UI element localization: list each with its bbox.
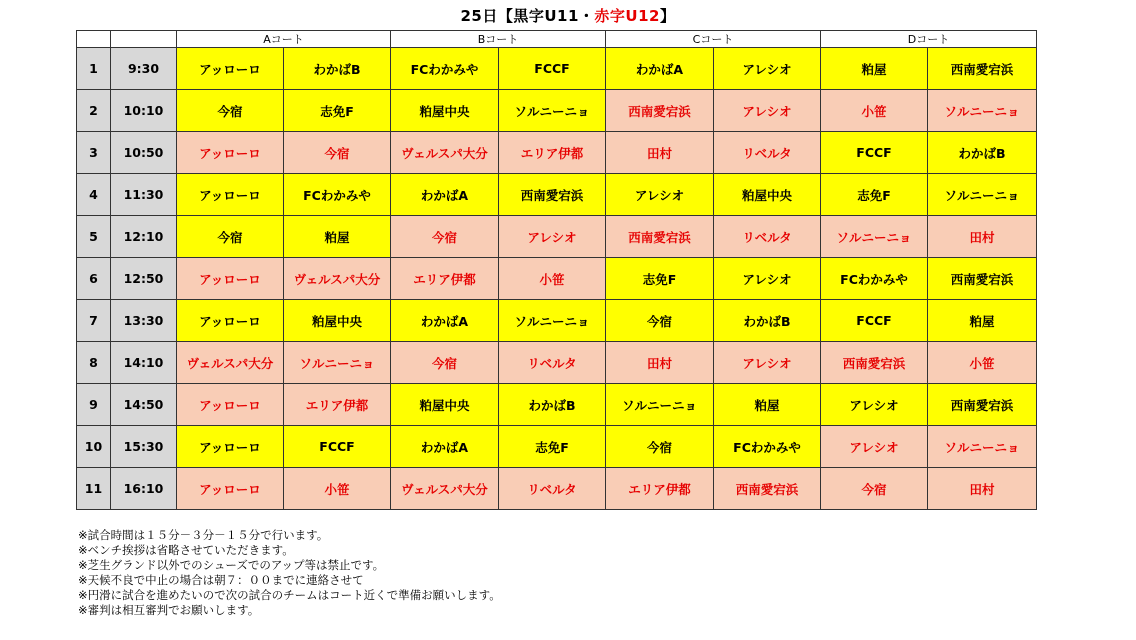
- row-time: 16:10: [111, 468, 177, 510]
- team-cell: FCわかみや: [821, 258, 928, 300]
- note-line: ※円滑に試合を進めたいので次の試合のチームはコート近くで準備お願いします。: [78, 588, 501, 602]
- title-suffix: 】: [659, 7, 676, 25]
- team-cell: アレシオ: [714, 342, 821, 384]
- team-cell: FCCF: [821, 132, 928, 174]
- title-prefix: 25日【黒字U11・: [460, 7, 595, 25]
- court-header-d: Dコート: [821, 31, 1037, 48]
- team-cell: ヴェルスパ大分: [391, 132, 499, 174]
- row-number: 3: [77, 132, 111, 174]
- team-cell: アッローロ: [177, 132, 284, 174]
- row-number: 1: [77, 48, 111, 90]
- table-row: [77, 384, 1037, 426]
- table-row: [77, 342, 1037, 384]
- team-cell: アッローロ: [177, 258, 284, 300]
- team-cell: 粕屋中央: [284, 300, 391, 342]
- team-cell: わかばA: [391, 300, 499, 342]
- team-cell: アレシオ: [821, 426, 928, 468]
- team-cell: 今宿: [391, 342, 499, 384]
- team-cell: 西南愛宕浜: [714, 468, 821, 510]
- table-row: [77, 300, 1037, 342]
- team-cell: 西南愛宕浜: [928, 48, 1037, 90]
- row-time: 12:10: [111, 216, 177, 258]
- team-cell: 西南愛宕浜: [499, 174, 606, 216]
- team-cell: 田村: [606, 132, 714, 174]
- schedule-table: [76, 30, 1037, 510]
- team-cell: 今宿: [821, 468, 928, 510]
- row-number: 11: [77, 468, 111, 510]
- team-cell: リベルタ: [499, 342, 606, 384]
- team-cell: 粕屋中央: [714, 174, 821, 216]
- team-cell: 田村: [928, 216, 1037, 258]
- team-cell: ヴェルスパ大分: [177, 342, 284, 384]
- team-cell: わかばB: [714, 300, 821, 342]
- row-number: 10: [77, 426, 111, 468]
- team-cell: ソルニーニョ: [928, 426, 1037, 468]
- team-cell: 西南愛宕浜: [928, 384, 1037, 426]
- team-cell: アレシオ: [499, 216, 606, 258]
- team-cell: FCわかみや: [714, 426, 821, 468]
- team-cell: わかばA: [391, 426, 499, 468]
- team-cell: 志免F: [821, 174, 928, 216]
- team-cell: 西南愛宕浜: [821, 342, 928, 384]
- row-time: 10:10: [111, 90, 177, 132]
- table-row: [77, 216, 1037, 258]
- team-cell: 粕屋中央: [391, 384, 499, 426]
- court-header-b: Bコート: [391, 31, 606, 48]
- team-cell: 今宿: [606, 426, 714, 468]
- team-cell: わかばA: [391, 174, 499, 216]
- row-number: 5: [77, 216, 111, 258]
- team-cell: FCわかみや: [391, 48, 499, 90]
- team-cell: 粕屋: [821, 48, 928, 90]
- team-cell: 田村: [928, 468, 1037, 510]
- table-row: [77, 468, 1037, 510]
- team-cell: FCわかみや: [284, 174, 391, 216]
- note-line: ※審判は相互審判でお願いします。: [78, 603, 260, 617]
- row-number: 2: [77, 90, 111, 132]
- team-cell: FCCF: [821, 300, 928, 342]
- row-time: 14:50: [111, 384, 177, 426]
- note-line: ※天候不良で中止の場合は朝７：００までに連絡させて: [78, 573, 364, 587]
- team-cell: リベルタ: [714, 132, 821, 174]
- row-number: 4: [77, 174, 111, 216]
- table-row: [77, 174, 1037, 216]
- court-header-a: Aコート: [177, 31, 391, 48]
- row-time: 10:50: [111, 132, 177, 174]
- team-cell: 粕屋: [284, 216, 391, 258]
- team-cell: ヴェルスパ大分: [391, 468, 499, 510]
- team-cell: ソルニーニョ: [499, 90, 606, 132]
- team-cell: 小笹: [821, 90, 928, 132]
- team-cell: エリア伊都: [499, 132, 606, 174]
- team-cell: 小笹: [928, 342, 1037, 384]
- table-row: [77, 258, 1037, 300]
- note-line: ※ベンチ挨拶は省略させていただきます。: [78, 543, 294, 557]
- team-cell: 粕屋中央: [391, 90, 499, 132]
- team-cell: 今宿: [391, 216, 499, 258]
- table-row: [77, 48, 1037, 90]
- team-cell: アッローロ: [177, 300, 284, 342]
- team-cell: 志免F: [284, 90, 391, 132]
- row-number: 9: [77, 384, 111, 426]
- team-cell: エリア伊都: [391, 258, 499, 300]
- team-cell: 今宿: [284, 132, 391, 174]
- row-time: 15:30: [111, 426, 177, 468]
- team-cell: アレシオ: [714, 258, 821, 300]
- team-cell: ソルニーニョ: [284, 342, 391, 384]
- row-time: 9:30: [111, 48, 177, 90]
- notes: [78, 528, 501, 618]
- team-cell: アッローロ: [177, 48, 284, 90]
- team-cell: わかばB: [284, 48, 391, 90]
- header-row: [77, 31, 1037, 48]
- team-cell: アッローロ: [177, 426, 284, 468]
- team-cell: 今宿: [177, 90, 284, 132]
- table-row: [77, 426, 1037, 468]
- team-cell: アレシオ: [714, 90, 821, 132]
- team-cell: リベルタ: [499, 468, 606, 510]
- court-header-c: Cコート: [606, 31, 821, 48]
- row-time: 14:10: [111, 342, 177, 384]
- team-cell: わかばB: [499, 384, 606, 426]
- row-time: 11:30: [111, 174, 177, 216]
- team-cell: ソルニーニョ: [821, 216, 928, 258]
- team-cell: アッローロ: [177, 468, 284, 510]
- team-cell: ソルニーニョ: [606, 384, 714, 426]
- team-cell: ヴェルスパ大分: [284, 258, 391, 300]
- title-red: 赤字U12: [594, 7, 660, 25]
- team-cell: ソルニーニョ: [928, 174, 1037, 216]
- team-cell: ソルニーニョ: [928, 90, 1037, 132]
- note-line: ※芝生グランド以外でのシューズでのアップ等は禁止です。: [78, 558, 385, 572]
- team-cell: わかばA: [606, 48, 714, 90]
- team-cell: 西南愛宕浜: [928, 258, 1037, 300]
- team-cell: アレシオ: [714, 48, 821, 90]
- team-cell: 今宿: [177, 216, 284, 258]
- team-cell: 粕屋: [928, 300, 1037, 342]
- team-cell: アッローロ: [177, 174, 284, 216]
- team-cell: FCCF: [284, 426, 391, 468]
- team-cell: リベルタ: [714, 216, 821, 258]
- team-cell: 粕屋: [714, 384, 821, 426]
- row-number: 8: [77, 342, 111, 384]
- team-cell: エリア伊都: [284, 384, 391, 426]
- team-cell: エリア伊都: [606, 468, 714, 510]
- team-cell: わかばB: [928, 132, 1037, 174]
- team-cell: 志免F: [606, 258, 714, 300]
- team-cell: 西南愛宕浜: [606, 216, 714, 258]
- team-cell: 小笹: [499, 258, 606, 300]
- page-title: [0, 5, 1136, 26]
- row-number: 6: [77, 258, 111, 300]
- row-time: 12:50: [111, 258, 177, 300]
- table-row: [77, 132, 1037, 174]
- team-cell: FCCF: [499, 48, 606, 90]
- team-cell: アッローロ: [177, 384, 284, 426]
- team-cell: アレシオ: [606, 174, 714, 216]
- note-line: ※試合時間は１５分－３分－１５分で行います。: [78, 528, 329, 542]
- team-cell: 志免F: [499, 426, 606, 468]
- header-blank: [77, 31, 111, 48]
- team-cell: 今宿: [606, 300, 714, 342]
- row-number: 7: [77, 300, 111, 342]
- team-cell: 西南愛宕浜: [606, 90, 714, 132]
- team-cell: アレシオ: [821, 384, 928, 426]
- team-cell: ソルニーニョ: [499, 300, 606, 342]
- row-time: 13:30: [111, 300, 177, 342]
- team-cell: 小笹: [284, 468, 391, 510]
- table-row: [77, 90, 1037, 132]
- team-cell: 田村: [606, 342, 714, 384]
- header-blank: [111, 31, 177, 48]
